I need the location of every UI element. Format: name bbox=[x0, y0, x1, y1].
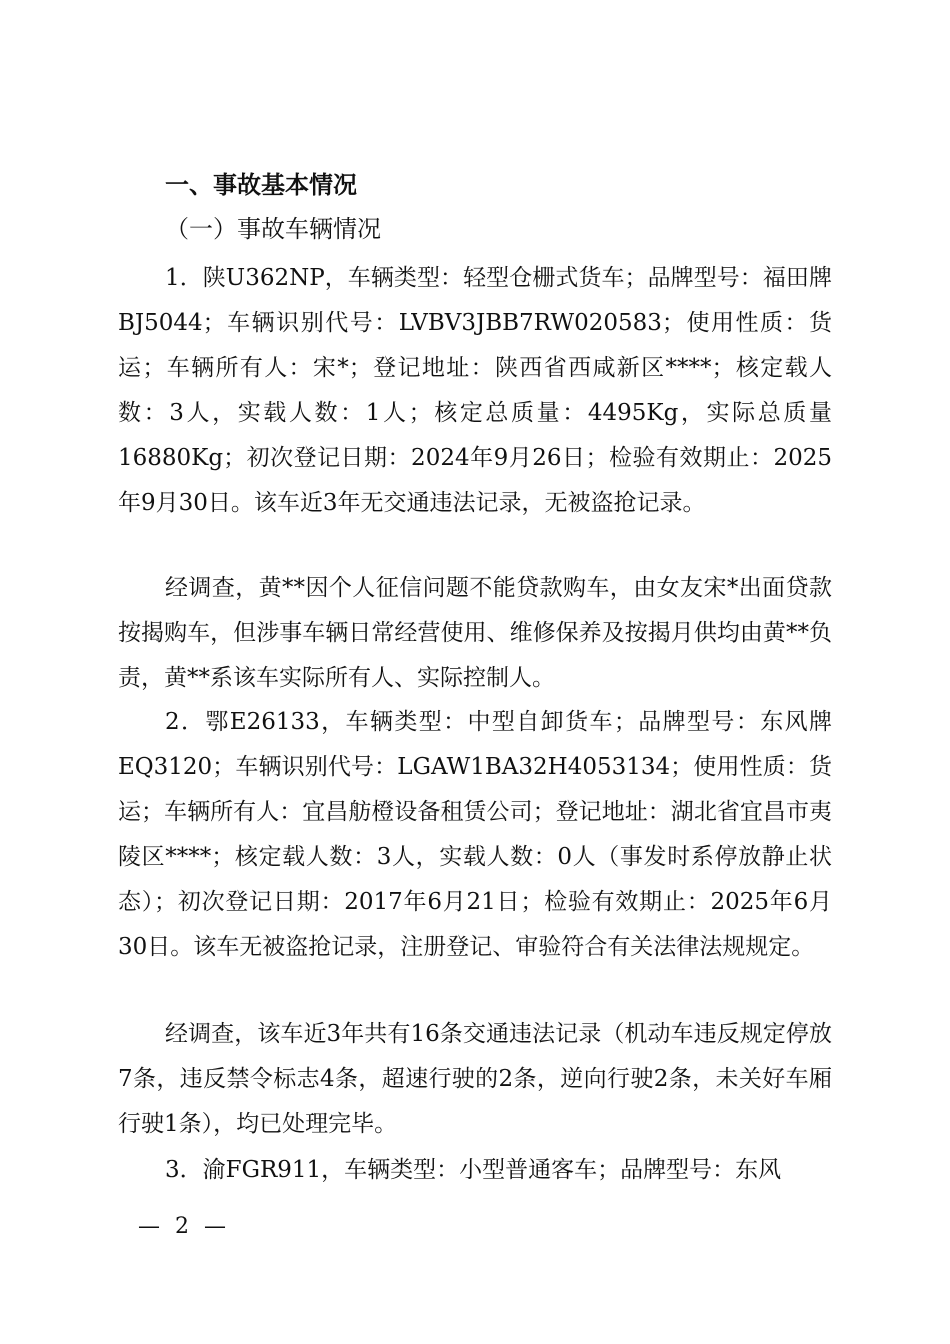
paragraph-vehicle-2-investigation: 经调查，该车近3年共有16条交通违法记录（机动车违反规定停放7条，违反禁令标志4条，超速行驶的2条，逆向行驶2条，未关好车厢行驶1条），均已处理完毕。 bbox=[118, 1021, 832, 1137]
section-heading: 一、事故基本情况 bbox=[165, 170, 357, 199]
paragraph-vehicle-2: 2．鄂E26133，车辆类型：中型自卸货车；品牌型号：东风牌EQ3120；车辆识别代号：LGAW1BA32H4053134；使用性质：货运；车辆所有人：宜昌舫橙设备租赁公司；登记地址：湖北省宜昌市夷陵区****；核定载人数：3人，实载人数：0人（事发时系停放静止状态）；初次登记日期：2017年6月21日；检验有效期止：2025年6月30日。该车无被盗抢记录，注册登记、审验符合有关法律法规规定。 bbox=[118, 709, 832, 960]
paragraph-vehicle-3: 3．渝FGR911，车辆类型：小型普通客车；品牌型号：东风 bbox=[165, 1157, 782, 1183]
page-number: — 2 — bbox=[138, 1214, 230, 1239]
paragraph-vehicle-1-investigation: 经调查，黄**因个人征信问题不能贷款购车，由女友宋*出面贷款按揭购车，但涉事车辆日常经营使用、维修保养及按揭月供均由黄**负责，黄**系该车实际所有人、实际控制人。 bbox=[118, 575, 832, 691]
subsection-heading: （一）事故车辆情况 bbox=[165, 215, 381, 243]
paragraph-vehicle-1: 1．陕U362NP，车辆类型：轻型仓栅式货车；品牌型号：福田牌BJ5044；车辆识别代号：LVBV3JBB7RW020583；使用性质：货运；车辆所有人：宋*；登记地址：陕西省西咸新区****；核定载人数：3人，实载人数：1人；核定总质量：4495Kg，实际总质量16880Kg；初次登记日期：2024年9月26日；检验有效期止：2025年9月30日。该车近3年无交通违法记录，无被盗抢记录。 bbox=[118, 265, 832, 516]
